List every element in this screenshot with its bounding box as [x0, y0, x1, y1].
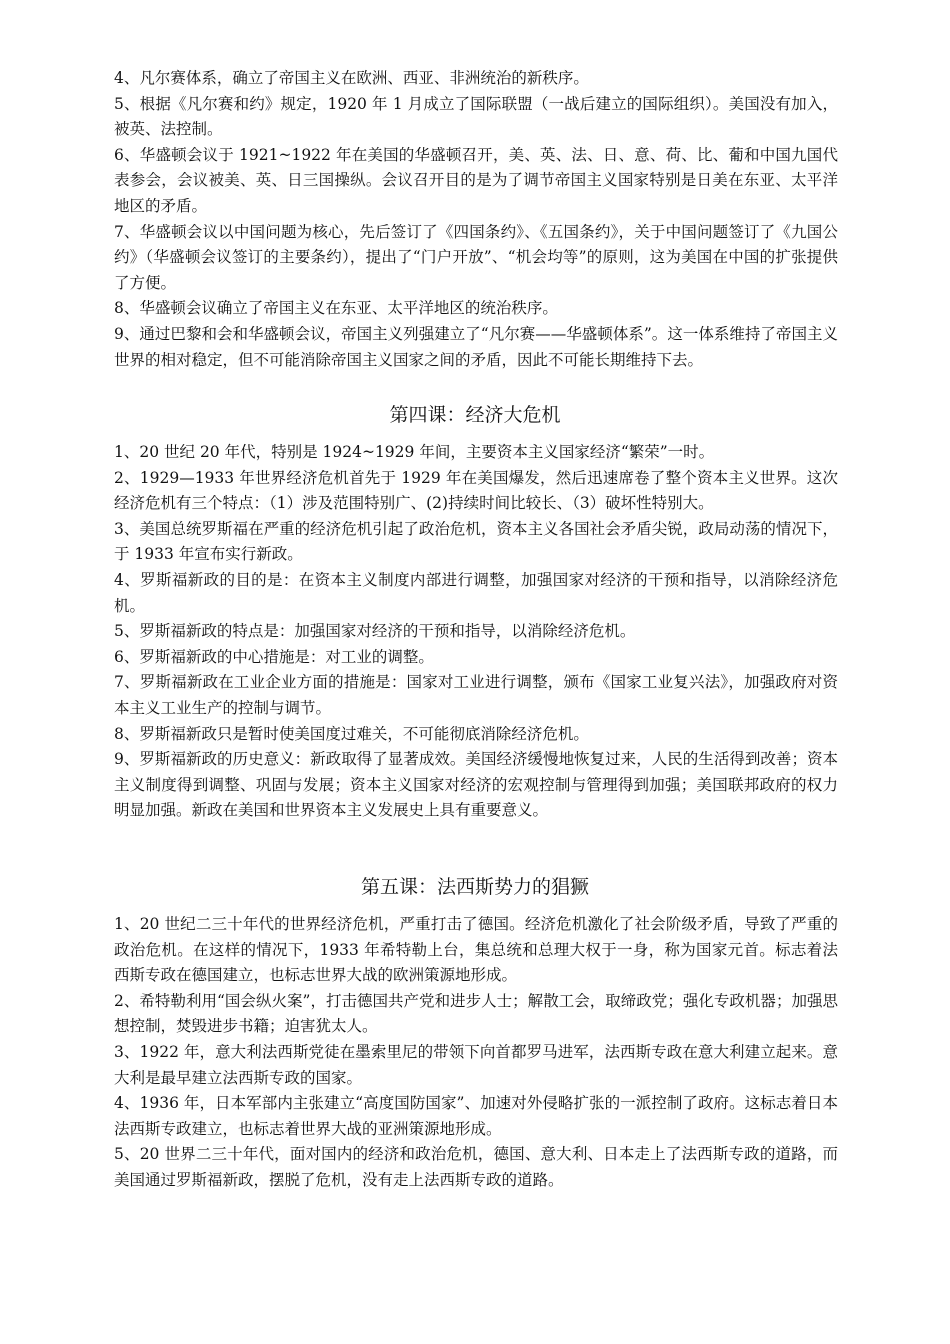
list-item: 4、凡尔赛体系，确立了帝国主义在欧洲、西亚、非洲统治的新秩序。	[114, 69, 589, 87]
list-item: 3、美国总统罗斯福在严重的经济危机引起了政治危机，资本主义各国社会矛盾尖锐，政局动荡的情况下，于 1933 年宣布实行新政。	[114, 519, 838, 564]
list-item: 1、20 世纪 20 年代，特别是 1924~1929 年间，主要资本主义国家经济“繁荣”一时。	[114, 443, 715, 461]
lesson5-title: 第五课：法西斯势力的猖獗	[360, 876, 589, 898]
list-item: 1、20 世纪二三十年代的世界经济危机，严重打击了德国。经济危机激化了社会阶级矛盾，导致了严重的政治危机。在这样的情况下，1933 年希特勒上台，集总统和总理大权于一身，称为国家元首。标志着法西斯专政在德国建立，也标志世界大战的欧洲策源地形成。	[114, 915, 838, 985]
section3-continued	[114, 66, 838, 373]
lesson4-title: 第四课：经济大危机	[389, 404, 561, 426]
lesson4-content	[114, 440, 838, 824]
lesson5-content	[114, 912, 838, 1194]
list-item: 3、1922 年，意大利法西斯党徒在墨索里尼的带领下向首都罗马进军，法西斯专政在意大利建立起来。意大利是最早建立法西斯专政的国家。	[114, 1042, 838, 1087]
list-item: 4、罗斯福新政的目的是：在资本主义制度内部进行调整，加强国家对经济的干预和指导，以消除经济危机。	[114, 570, 838, 615]
list-item: 9、通过巴黎和会和华盛顿会议，帝国主义列强建立了“凡尔赛——华盛顿体系”。这一体系维持了帝国主义世界的相对稳定，但不可能消除帝国主义国家之间的矛盾，因此不可能长期维持下去。	[114, 324, 838, 369]
list-item: 2、希特勒利用“国会纵火案”，打击德国共产党和进步人士；解散工会，取缔政党；强化专政机器；加强思想控制，焚毁进步书籍；迫害犹太人。	[114, 991, 838, 1036]
list-item: 6、华盛顿会议于 1921~1922 年在美国的华盛顿召开，美、英、法、日、意、荷、比、葡和中国九国代表参会，会议被美、英、日三国操纵。会议召开目的是为了调节帝国主义国家特别是日美在东亚、太平洋地区的矛盾。	[114, 145, 838, 215]
list-item: 4、1936 年，日本军部内主张建立“高度国防国家”、加速对外侵略扩张的一派控制了政府。这标志着日本法西斯专政建立，也标志着世界大战的亚洲策源地形成。	[114, 1094, 838, 1138]
list-item: 8、罗斯福新政只是暂时使美国度过难关，不可能彻底消除经济危机。	[114, 724, 589, 743]
list-item: 5、罗斯福新政的特点是：加强国家对经济的干预和指导，以消除经济危机。	[114, 622, 636, 641]
list-item: 7、罗斯福新政在工业企业方面的措施是：国家对工业进行调整，颁布《国家工业复兴法》，加强政府对资本主义工业生产的控制与调节。	[114, 673, 838, 717]
list-item: 9、罗斯福新政的历史意义：新政取得了显著成效。美国经济缓慢地恢复过来，人民的生活得到改善；资本主义制度得到调整、巩固与发展；资本主义国家对经济的宏观控制与管理得到加强；美国联邦政府的权力明显加强。新政在美国和世界资本主义发展史上具有重要意义。	[114, 750, 838, 820]
list-item: 5、根据《凡尔赛和约》规定，1920 年 1 月成立了国际联盟（一战后建立的国际组织）。美国没有加入，被英、法控制。	[114, 94, 838, 139]
list-item: 7、华盛顿会议以中国问题为核心，先后签订了《四国条约》、《五国条约》，关于中国问题签订了《九国公约》（华盛顿会议签订的主要条约），提出了“门户开放”、“机会均等”的原则，这为美国在中国的扩张提供了方便。	[114, 222, 838, 292]
list-item: 6、罗斯福新政的中心措施是：对工业的调整。	[114, 647, 434, 666]
list-item: 5、20 世界二三十年代，面对国内的经济和政治危机，德国、意大利、日本走上了法西斯专政的道路，而美国通过罗斯福新政，摆脱了危机，没有走上法西斯专政的道路。	[114, 1145, 838, 1189]
list-item: 2、1929—1933 年世界经济危机首先于 1929 年在美国爆发，然后迅速席卷了整个资本主义世界。这次经济危机有三个特点：（1）涉及范围特别广、(2)持续时间比较长、（3）破坏性特别大。	[114, 468, 838, 513]
list-item: 8、华盛顿会议确立了帝国主义在东亚、太平洋地区的统治秩序。	[114, 299, 558, 318]
